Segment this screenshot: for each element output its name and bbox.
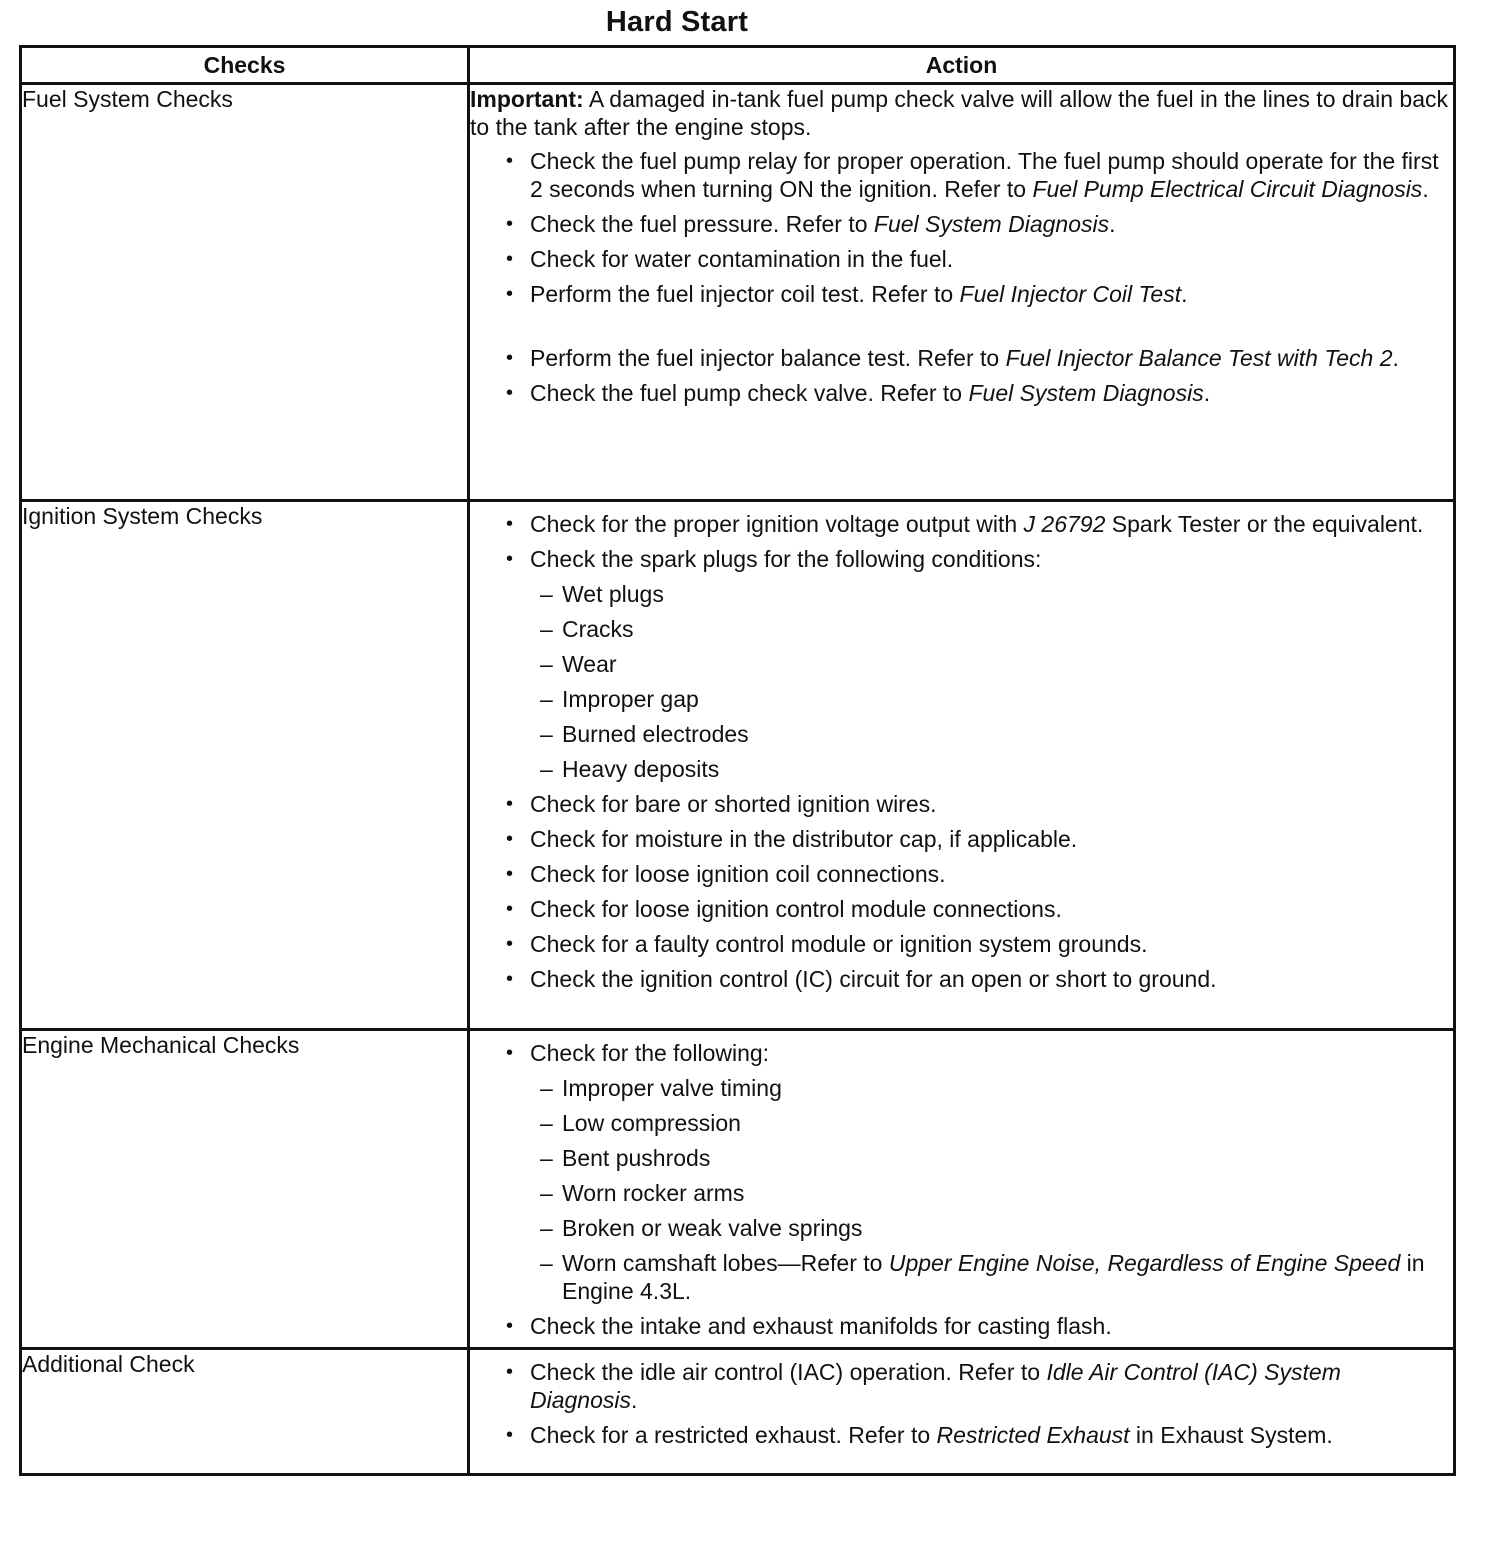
table-row xyxy=(21,1349,1455,1475)
action-cell xyxy=(469,1030,1455,1349)
list-item: • Check for a faulty control module or ignition system grounds. xyxy=(502,930,1453,958)
check-cell: Additional Check xyxy=(21,1349,469,1475)
sub-list-item: – Broken or weak valve springs xyxy=(540,1214,1453,1242)
list-item: • Check the ignition control (IC) circuit for an open or short to ground. xyxy=(502,965,1453,993)
list-item: • Check for loose ignition control module connections. xyxy=(502,895,1453,923)
action-list xyxy=(470,147,1453,407)
action-cell xyxy=(469,1349,1455,1475)
table-row xyxy=(21,501,1455,1030)
hard-start-table xyxy=(19,45,1456,1476)
action-list xyxy=(470,510,1453,993)
list-item: • Check the intake and exhaust manifolds for casting flash. xyxy=(502,1312,1453,1340)
check-cell: Engine Mechanical Checks xyxy=(21,1030,469,1349)
important-note xyxy=(470,85,1453,141)
table-row xyxy=(21,1030,1455,1349)
important-text: A damaged in-tank fuel pump check valve will allow the fuel in the lines to drain back to the tank after the engine stops. xyxy=(470,86,1448,140)
list-item: • Perform the fuel injector balance test. Refer to Fuel Injector Balance Test with Tech 2. xyxy=(502,344,1453,372)
check-cell: Ignition System Checks xyxy=(21,501,469,1030)
sub-list-item: – Improper valve timing xyxy=(540,1074,1453,1102)
list-item: • Check for the following: – Improper valve timing – Low compression – Bent pushrods – Worn rocker arms – Broken or weak valve springs – Worn camshaft lobes—Refer to Upper Engine Noise, Regardless of Engine Speed in Engine 4.3L. xyxy=(502,1039,1453,1305)
sub-list-item: – Bent pushrods xyxy=(540,1144,1453,1172)
sub-list-item: – Wear xyxy=(540,650,1453,678)
column-header-action: Action xyxy=(469,47,1455,84)
sub-list-item: – Cracks xyxy=(540,615,1453,643)
action-cell xyxy=(469,501,1455,1030)
check-cell: Fuel System Checks xyxy=(21,84,469,501)
list-item: • Check for the proper ignition voltage output with J 26792 Spark Tester or the equivalent. xyxy=(502,510,1453,538)
table-header-row xyxy=(21,47,1455,84)
list-item: • Check the fuel pressure. Refer to Fuel System Diagnosis. xyxy=(502,210,1453,238)
list-item: • Check the spark plugs for the following conditions: – Wet plugs – Cracks – Wear – Improper gap – Burned electrodes – Heavy deposits xyxy=(502,545,1453,783)
sub-list-item: – Burned electrodes xyxy=(540,720,1453,748)
sub-list-item: – Worn camshaft lobes—Refer to Upper Engine Noise, Regardless of Engine Speed in Engine 4.3L. xyxy=(540,1249,1453,1305)
column-header-checks: Checks xyxy=(21,47,469,84)
list-item: • Check for bare or shorted ignition wires. xyxy=(502,790,1453,818)
action-cell xyxy=(469,84,1455,501)
page-title: Hard Start xyxy=(605,6,749,38)
action-list xyxy=(470,1039,1453,1340)
list-item: • Check the idle air control (IAC) operation. Refer to Idle Air Control (IAC) System Diagnosis. xyxy=(502,1358,1453,1414)
list-item: • Check for a restricted exhaust. Refer to Restricted Exhaust in Exhaust System. xyxy=(502,1421,1453,1449)
sub-list xyxy=(530,1074,1453,1305)
important-label: Important: xyxy=(470,86,584,112)
sub-list-item: – Wet plugs xyxy=(540,580,1453,608)
list-item: • Check for moisture in the distributor cap, if applicable. xyxy=(502,825,1453,853)
list-item: • Check the fuel pump check valve. Refer to Fuel System Diagnosis. xyxy=(502,379,1453,407)
table-row xyxy=(21,84,1455,501)
sub-list xyxy=(530,580,1453,783)
action-list xyxy=(470,1358,1453,1449)
sub-list-item: – Improper gap xyxy=(540,685,1453,713)
sub-list-item: – Heavy deposits xyxy=(540,755,1453,783)
list-item: • Perform the fuel injector coil test. Refer to Fuel Injector Coil Test. xyxy=(502,280,1453,308)
list-item: • Check for loose ignition coil connections. xyxy=(502,860,1453,888)
list-item: • Check the fuel pump relay for proper operation. The fuel pump should operate for the first 2 seconds when turning ON the ignition. Refer to Fuel Pump Electrical Circuit Diagnosis. xyxy=(502,147,1453,203)
sub-list-item: – Low compression xyxy=(540,1109,1453,1137)
sub-list-item: – Worn rocker arms xyxy=(540,1179,1453,1207)
list-item: • Check for water contamination in the fuel. xyxy=(502,245,1453,273)
